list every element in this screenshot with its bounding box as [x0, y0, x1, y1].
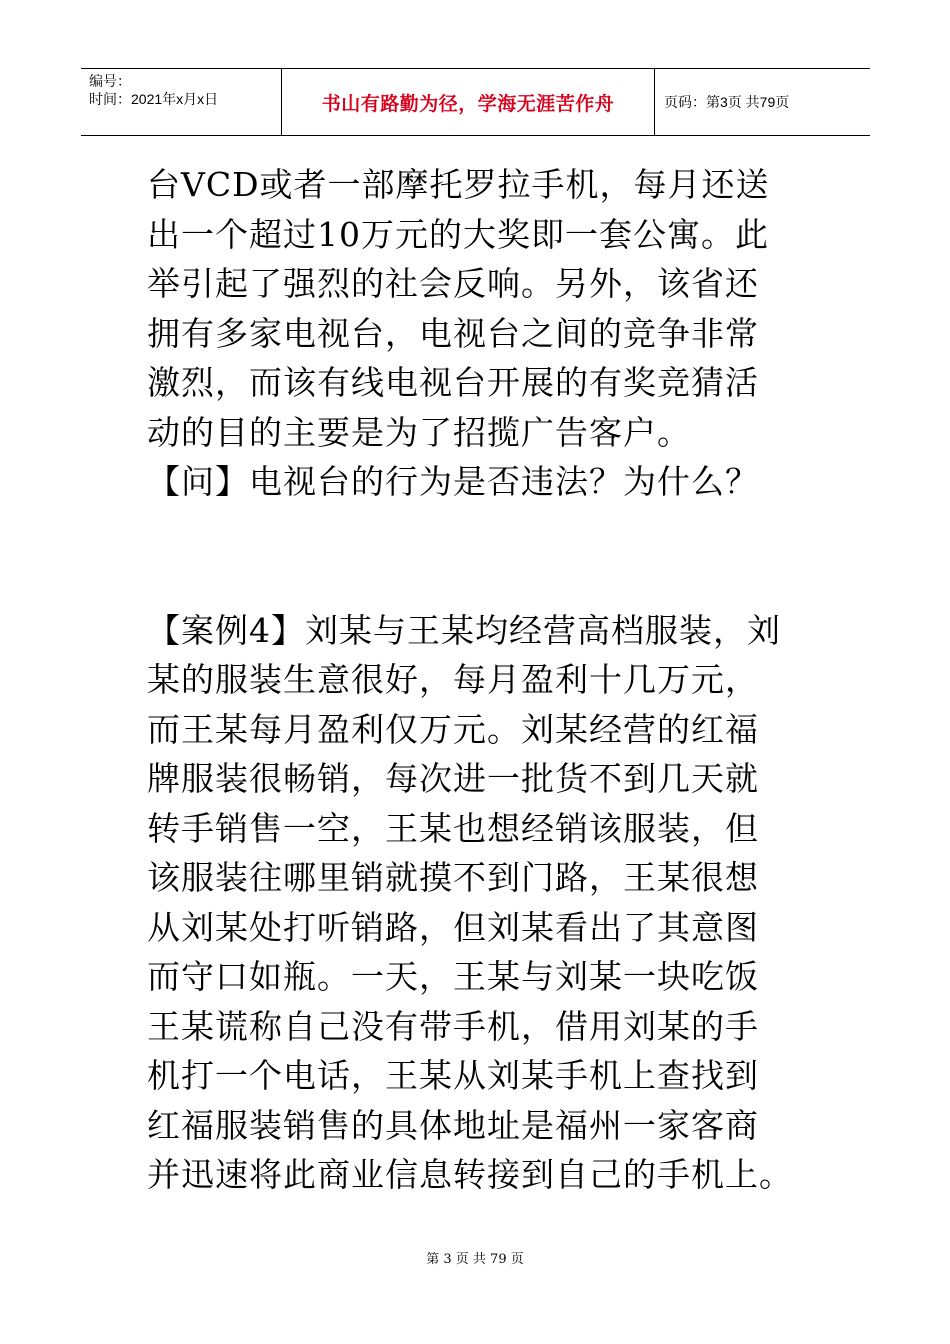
document-header — [81, 68, 870, 136]
paragraph-case3-continued — [147, 160, 817, 457]
text-line: 而王某每月盈利仅万元。刘某经营的红福 — [147, 709, 759, 749]
text-line: 牌服装很畅销，每次进一批货不到几天就 — [147, 759, 759, 798]
text-line: 转手销售一空，王某也想经销该服装，但 — [147, 808, 759, 848]
text-line: 王某谎称自己没有带手机，借用刘某的手 — [147, 1006, 759, 1046]
header-meta-cell — [81, 69, 282, 135]
text-line: 动的目的主要是为了招揽广告客户。 — [147, 412, 691, 452]
document-body — [147, 160, 817, 1200]
paragraph-case4 — [147, 606, 817, 1200]
text-line: 红福服装销售的具体地址是福州一家客商 — [147, 1105, 759, 1145]
text-line: 从刘某处打听销路，但刘某看出了其意图 — [147, 907, 759, 947]
text-line: 拥有多家电视台，电视台之间的竞争非常 — [147, 313, 759, 353]
page-footer — [0, 1248, 950, 1267]
text-line: 出一个超过10万元的大奖即一套公寓。此 — [147, 214, 769, 254]
footer-page-number: 第 3 页 共 79 页 — [426, 1252, 524, 1267]
motto-text: 书山有路勤为径，学海无涯苦作舟 — [321, 92, 615, 115]
question-line: 【问】电视台的行为是否违法？为什么？ — [147, 462, 759, 501]
text-line: 举引起了强烈的社会反响。另外，该省还 — [147, 264, 759, 303]
text-line: 【案例4】刘某与王某均经营高档服装，刘 — [147, 610, 781, 650]
text-line: 而守口如瓶。一天，王某与刘某一块吃饭 — [147, 957, 759, 996]
text-line: 台VCD或者一部摩托罗拉手机，每月还送 — [147, 165, 770, 204]
time-label: 时间：2021年x月x日 — [89, 91, 219, 107]
text-line: 该服装往哪里销就摸不到门路，王某很想 — [147, 858, 759, 897]
text-line: 激烈，而该有线电视台开展的有奖竞猜活 — [147, 363, 759, 402]
text-line: 并迅速将此商业信息转接到自己的手机上。 — [147, 1155, 793, 1194]
header-motto-cell — [282, 69, 655, 135]
page-info: 页码：第3页 共79页 — [664, 94, 790, 110]
header-page-cell — [655, 69, 870, 135]
blank-space — [147, 507, 817, 606]
text-line: 机打一个电话，王某从刘某手机上查找到 — [147, 1056, 759, 1095]
text-line: 某的服装生意很好，每月盈利十几万元， — [147, 660, 759, 699]
number-label: 编号： — [89, 73, 131, 89]
